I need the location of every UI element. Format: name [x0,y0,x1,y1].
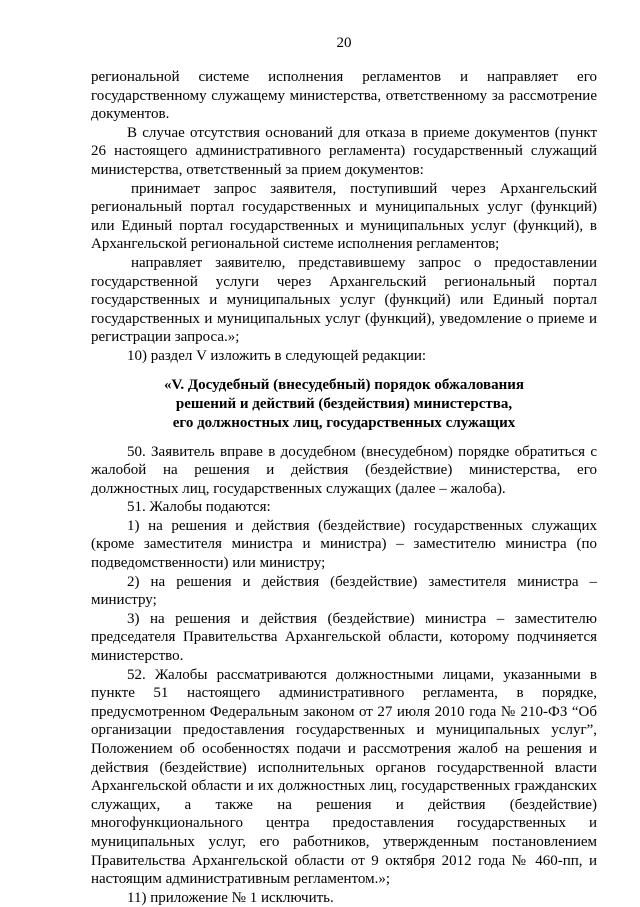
section-heading [91,376,597,433]
paragraph-item-11: 11) приложение № 1 исключить. [127,889,334,906]
section-heading-line-2: решений и действий (бездействия) министерства, [175,395,513,412]
paragraph-clause-51-item-2: 2) на решения и действия (бездействие) заместителя министра – министру; [91,573,597,609]
document-page [91,34,597,907]
page-number: 20 [336,35,352,51]
paragraph-clause-51: 51. Жалобы подаются: [127,499,271,516]
paragraph-item-10: 10) раздел V изложить в следующей редакции: [127,347,427,364]
paragraph-accepts-request: принимает запрос заявителя, поступивший через Архангельский региональный портал государственных и муниципальных услуг (функций) или Единый портал государственных и муниципальных услуг (функций), в Архангельской региональной системе исполнения регламентов; [91,180,597,253]
section-heading-line-1: «V. Досудебный (внесудебный) порядок обжалования [163,376,525,393]
paragraph-clause-52: 52. Жалобы рассматриваются должностными лицами, указанными в пункте 51 настоящего административного регламента, в порядке, предусмотренном Федеральным законом от 27 июля 2010 года № 210-ФЗ “Об организации предоставления государственных и муниципальных услуг”, Положением об особенностях подачи и рассмотрения жалоб на решения и действия (бездействие) исполнительных органов государственной власти Архангельской области и их должностных лиц, государственных гражданских служащих, а также на решения и действия (бездействие) многофункционального центра предоставления государственных и муниципальных услуг, его работников, утвержденным постановлением Правительства Архангельской области от 9 октября 2012 года № 460-пп, и настоящим административным регламентом.»; [91,666,597,888]
section-heading-line-3: его должностных лиц, государственных служащих [172,414,516,431]
paragraph-clause-51-item-1: 1) на решения и действия (бездействие) государственных служащих (кроме заместителя министра и министра) – заместителю министра (по подведомственности) или министру; [91,517,597,572]
paragraph-no-grounds: В случае отсутствия оснований для отказа в приеме документов (пункт 26 настоящего административного регламента) государственный служащий министерства, ответственный за прием документов: [91,124,597,178]
paragraph-clause-50: 50. Заявитель вправе в досудебном (внесудебном) порядке обратиться с жалобой на решения и действия (бездействие) министерства, его должностных лиц, государственных служащих (далее – жалоба). [91,443,597,497]
paragraph-sends-notification: направляет заявителю, представившему запрос о предоставлении государственной услуги через Архангельский региональный портал государственных и муниципальных услуг (функций) или Единый портал государственных и муниципальных услуг (функций), уведомление о приеме и регистрации запроса.»; [91,254,597,346]
paragraph-continuation: региональной системе исполнения регламентов и направляет его государственному служащему министерства, ответственному за рассмотрение документов. [91,69,597,123]
paragraph-clause-51-item-3: 3) на решения и действия (бездействие) министра – заместителю председателя Правительства Архангельской области, которому подчиняется министерство. [91,610,597,665]
